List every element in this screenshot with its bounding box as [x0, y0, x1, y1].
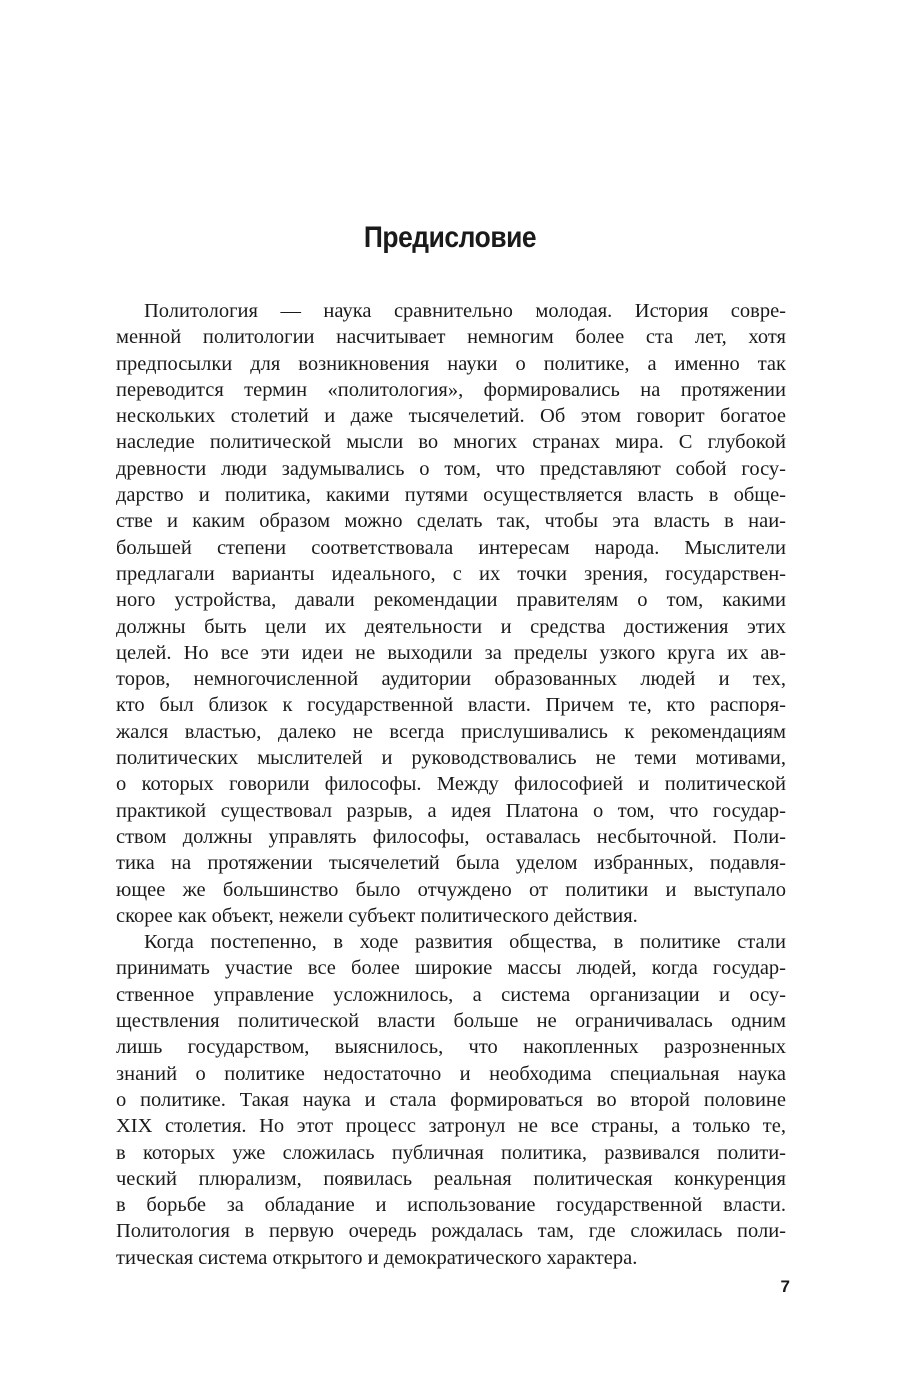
- text-line: ществления политической власти больше не ограничивалась одним: [116, 1010, 786, 1033]
- text-line: торов, немногочисленной аудитории образованных людей и тех,: [116, 668, 786, 691]
- text-line: нескольких столетий и даже тысячелетий. Об этом говорит богатое: [116, 405, 786, 428]
- text-line: скорее как объект, нежели субъект политического действия.: [116, 904, 638, 927]
- text-line: тическая система открытого и демократического характера.: [116, 1246, 638, 1269]
- text-line: Когда постепенно, в ходе развития общества, в политике стали: [144, 931, 786, 954]
- text-line: кто был близок к государственной власти. Причем те, кто распоря-: [116, 694, 786, 717]
- text-line: древности люди задумывались о том, что представляют собой госу-: [116, 457, 786, 480]
- text-line: стве и каким образом можно сделать так, чтобы эта власть в наи-: [116, 510, 786, 533]
- text-line: ющее же большинство было отчуждено от политики и выступало: [116, 878, 786, 901]
- text-line: предпосылки для возникновения науки о политике, а именно так: [116, 352, 786, 375]
- text-line: XIX столетия. Но этот процесс затронул не все страны, а только те,: [116, 1115, 786, 1138]
- text-line: Политология — наука сравнительно молодая. История совре-: [144, 300, 786, 322]
- text-line: предлагали варианты идеального, с их точки зрения, государствен-: [116, 562, 786, 585]
- text-line: в которых уже сложилась публичная политика, развивался полити-: [116, 1141, 786, 1164]
- paragraph-1: [116, 298, 786, 929]
- text-line: о которых говорили философы. Между философией и политической: [116, 773, 786, 796]
- text-line: переводится термин «политология», формировались на протяжении: [116, 378, 786, 401]
- page-number: 7: [780, 1277, 790, 1296]
- text-line: тика на протяжении тысячелетий была уделом избранных, подавля-: [116, 852, 786, 875]
- text-line: ством должны управлять философы, оставалась несбыточной. Поли-: [116, 825, 786, 848]
- text-line: дарство и политика, какими путями осуществляется власть в обще-: [116, 484, 786, 507]
- text-line: политических мыслителей и руководствовались не теми мотивами,: [116, 747, 786, 770]
- text-line: менной политологии насчитывает немногим более ста лет, хотя: [116, 326, 786, 349]
- text-line: о политике. Такая наука и стала формироваться во второй половине: [116, 1088, 786, 1111]
- text-line: должны быть цели их деятельности и средства достижения этих: [116, 615, 786, 638]
- preface-text: [116, 298, 786, 1271]
- paragraph-2: [116, 929, 786, 1271]
- text-line: лишь государством, выяснилось, что накопленных разрозненных: [116, 1036, 786, 1059]
- text-line: наследие политической мысли во многих странах мира. С глубокой: [116, 431, 786, 454]
- text-line: практикой существовал разрыв, а идея Платона о том, что государ-: [116, 799, 786, 822]
- text-line: ного устройства, давали рекомендации правителям о том, какими: [116, 589, 786, 612]
- text-line: жался властью, далеко не всегда прислушивались к рекомендациям: [116, 720, 786, 743]
- page-title: Предисловие: [363, 221, 537, 254]
- text-line: в борьбе за обладание и использование государственной власти.: [116, 1194, 786, 1217]
- text-line: принимать участие все более широкие массы людей, когда государ-: [116, 957, 786, 980]
- text-line: ственное управление усложнилось, а система организации и осу-: [116, 983, 786, 1006]
- text-line: Политология в первую очередь рождалась там, где сложилась поли-: [116, 1220, 786, 1243]
- text-line: целей. Но все эти идеи не выходили за пределы узкого круга их ав-: [116, 641, 786, 664]
- text-line: знаний о политике недостаточно и необходима специальная наука: [116, 1062, 786, 1085]
- text-line: большей степени соответствовала интересам народа. Мыслители: [116, 536, 786, 559]
- text-line: ческий плюрализм, появилась реальная политическая конкуренция: [116, 1167, 786, 1190]
